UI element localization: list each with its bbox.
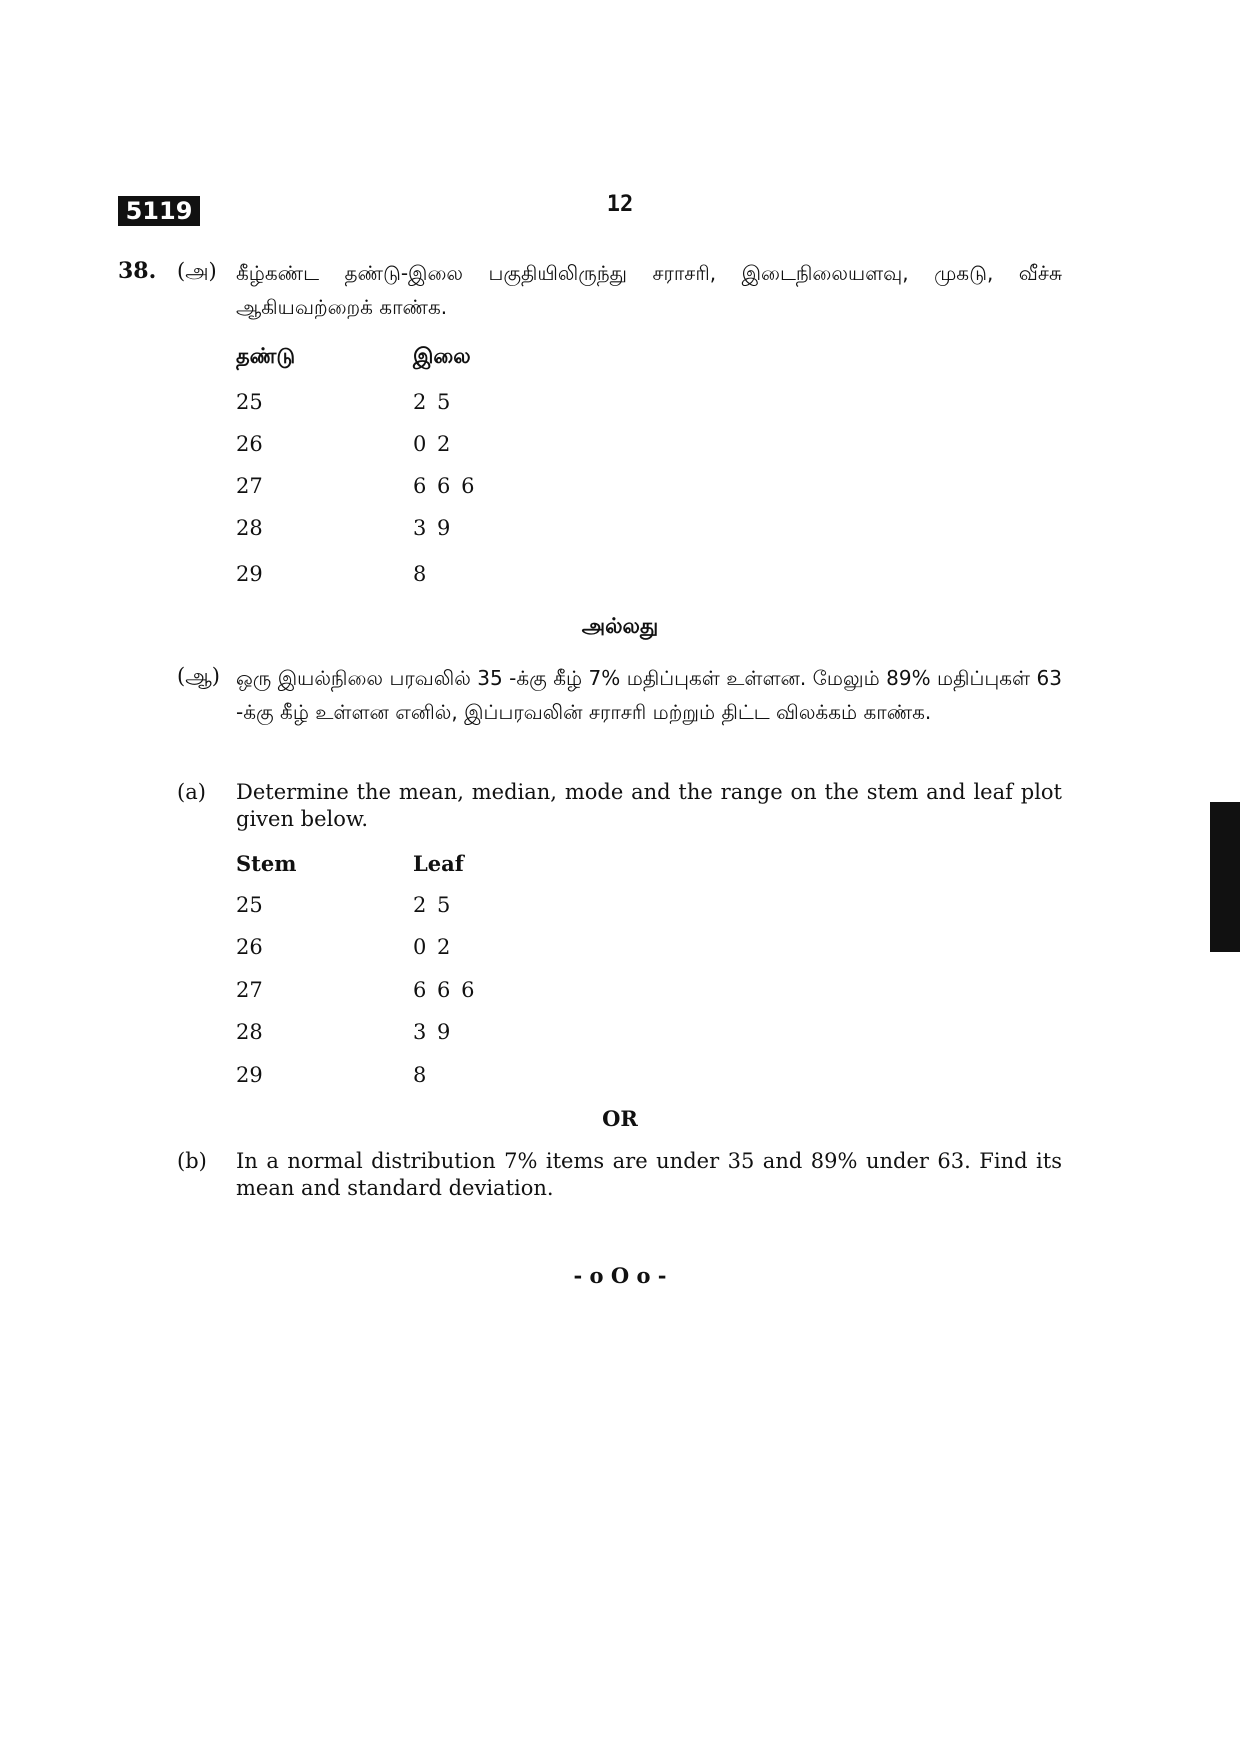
page-edge-marker <box>1210 802 1240 952</box>
tamil-leaf-header: இலை <box>413 344 471 368</box>
english-part-b-label: (b) <box>177 1149 207 1173</box>
tamil-leaf-cell: 3 9 <box>413 516 453 540</box>
tamil-leaf-cell: 2 5 <box>413 390 453 414</box>
english-stem-cell: 27 <box>236 978 263 1002</box>
tamil-or-divider: அல்லது <box>581 614 659 638</box>
tamil-stem-cell: 26 <box>236 432 263 456</box>
english-stem-cell: 29 <box>236 1063 263 1087</box>
english-stem-cell: 25 <box>236 893 263 917</box>
english-leaf-cell: 2 5 <box>413 893 453 917</box>
paper-code: 5119 <box>118 196 200 226</box>
tamil-part-b-label: (ஆ) <box>177 664 220 688</box>
english-leaf-header: Leaf <box>413 851 464 876</box>
english-stem-cell: 26 <box>236 935 263 959</box>
tamil-leaf-cell: 0 2 <box>413 432 453 456</box>
tamil-leaf-cell: 8 <box>413 562 429 586</box>
english-leaf-cell: 3 9 <box>413 1020 453 1044</box>
tamil-stem-header: தண்டு <box>236 344 296 368</box>
english-part-a-label: (a) <box>177 780 206 804</box>
english-part-b-text: In a normal distribution 7% items are under 35 and 89% under 63. Find its mean and standard deviation. <box>236 1149 1062 1200</box>
tamil-leaf-cell: 6 6 6 <box>413 474 477 498</box>
tamil-stem-cell: 28 <box>236 516 263 540</box>
page-number: 12 <box>606 192 634 217</box>
english-leaf-cell: 6 6 6 <box>413 978 477 1002</box>
tamil-stem-cell: 29 <box>236 562 263 586</box>
question-number: 38. <box>118 258 157 284</box>
tamil-part-b-text: ஒரு இயல்நிலை பரவலில் 35 -க்கு கீழ் 7% மதிப்புகள் உள்ளன. மேலும் 89% மதிப்புகள் 63 -க்கு கீழ் உள்ளன எனில், இப்பரவலின் சராசரி மற்றும் திட்ட விலக்கம் காண்க. <box>236 666 1062 724</box>
english-stem-header: Stem <box>236 851 297 876</box>
tamil-part-a-label: (அ) <box>177 259 217 283</box>
english-or-divider: OR <box>602 1106 638 1131</box>
tamil-stem-cell: 25 <box>236 390 263 414</box>
end-mark: - o O o - <box>573 1263 667 1288</box>
tamil-stem-cell: 27 <box>236 474 263 498</box>
english-leaf-cell: 8 <box>413 1063 429 1087</box>
tamil-part-a-text: கீழ்கண்ட தண்டு-இலை பகுதியிலிருந்து சராசரி, இடைநிலையளவு, முகடு, வீச்சு ஆகியவற்றைக் காண்க. <box>236 261 1062 319</box>
english-stem-cell: 28 <box>236 1020 263 1044</box>
english-part-a-text: Determine the mean, median, mode and the range on the stem and leaf plot given below. <box>236 780 1062 831</box>
english-leaf-cell: 0 2 <box>413 935 453 959</box>
